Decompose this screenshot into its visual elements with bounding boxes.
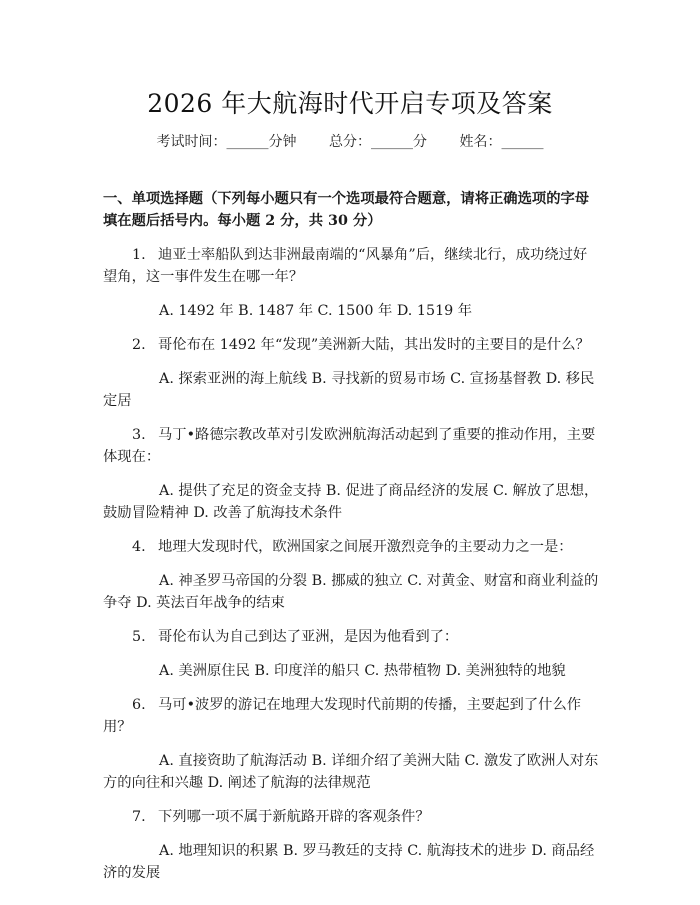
- question: [103, 334, 599, 356]
- question-text: 下列哪一项不属于新航路开辟的客观条件？: [158, 809, 430, 825]
- question: [103, 626, 599, 648]
- question-options: A. 1492 年 B. 1487 年 C. 1500 年 D. 1519 年: [159, 303, 473, 319]
- student-name-field: 姓名：______: [459, 134, 544, 150]
- question: [103, 694, 599, 738]
- question-text: 地理大发现时代，欧洲国家之间展开激烈竞争的主要动力之一是：: [158, 539, 573, 555]
- exam-time-field: 考试时间：______分钟: [156, 134, 297, 150]
- question: [103, 536, 599, 558]
- question-number: 4.: [132, 539, 146, 555]
- question-number: 6.: [132, 697, 146, 713]
- question-text: 马丁•路德宗教改革对引发欧洲航海活动起到了重要的推动作用，主要体现在：: [103, 427, 596, 465]
- exam-content: [103, 188, 599, 896]
- question-text: 迪亚士率船队到达非洲最南端的“风暴角”后，继续北行，成功绕过好望角，这一事件发生在哪一年？: [103, 247, 588, 285]
- exam-meta: [0, 131, 700, 151]
- question-number: 1.: [132, 247, 146, 263]
- question-number: 3.: [132, 427, 146, 443]
- question-options: A. 直接资助了航海活动 B. 详细介绍了美洲大陆 C. 激发了欧洲人对东方的向往和兴趣 D. 阐述了航海的法律规范: [103, 753, 599, 791]
- question: [103, 244, 599, 288]
- question-text: 哥伦布认为自己到达了亚洲，是因为他看到了：: [158, 629, 459, 645]
- question-options: A. 神圣罗马帝国的分裂 B. 挪威的独立 C. 对黄金、财富和商业利益的争夺 D. 英法百年战争的结束: [103, 573, 599, 611]
- question-options: A. 美洲原住民 B. 印度洋的船只 C. 热带植物 D. 美洲独特的地貌: [159, 663, 566, 679]
- question: [103, 806, 599, 828]
- total-score-field: 总分：______分: [329, 134, 427, 150]
- question-number: 2.: [132, 337, 146, 353]
- question-options: A. 探索亚洲的海上航线 B. 寻找新的贸易市场 C. 宣扬基督教 D. 移民定居: [103, 371, 595, 409]
- section-heading: 一、单项选择题（下列每小题只有一个选项最符合题意，请将正确选项的字母填在题后括号内。每小题 2 分，共 30 分）: [103, 191, 590, 229]
- page-title: 2026 年大航海时代开启专项及答案: [147, 89, 553, 118]
- question-options: A. 地理知识的积累 B. 罗马教廷的支持 C. 航海技术的进步 D. 商品经济的发展: [103, 843, 595, 881]
- question-text: 哥伦布在 1492 年“发现”美洲新大陆，其出发时的主要目的是什么？: [158, 337, 590, 353]
- question-number: 5.: [132, 629, 146, 645]
- question: [103, 424, 599, 468]
- question-number: 7.: [132, 809, 146, 825]
- question-text: 马可•波罗的游记在地理大发现时代前期的传播，主要起到了什么作用？: [103, 697, 582, 735]
- question-options: A. 提供了充足的资金支持 B. 促进了商品经济的发展 C. 解放了思想，鼓励冒险精神 D. 改善了航海技术条件: [103, 483, 599, 521]
